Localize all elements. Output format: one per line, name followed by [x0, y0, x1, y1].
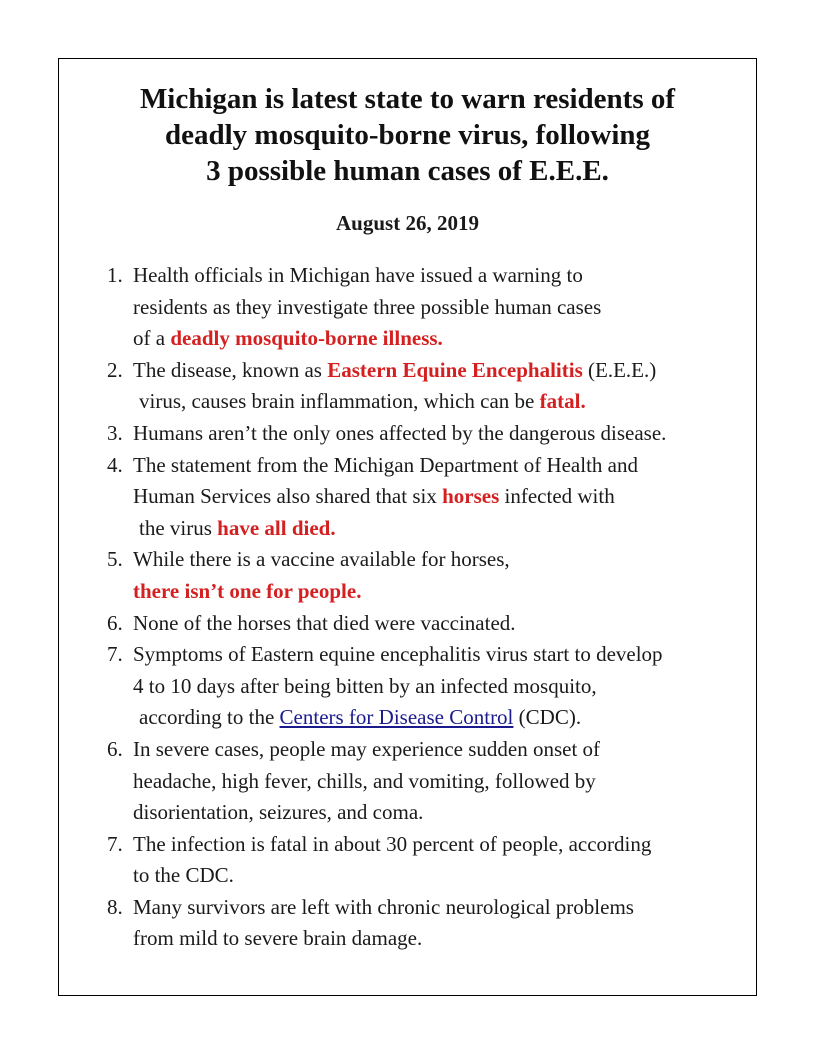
item-text-segment: (CDC).: [513, 705, 582, 730]
item-text-segment: of a: [133, 326, 171, 351]
item-text: While there is a vaccine available for horses,: [133, 547, 510, 572]
item-text: Humans aren’t the only ones affected by the dangerous disease.: [133, 420, 667, 445]
item-number: 7.: [107, 642, 123, 667]
item-number: 6.: [107, 736, 123, 761]
list-item: [107, 639, 747, 734]
item-number: 5.: [107, 547, 123, 572]
headline: [59, 81, 756, 189]
list-item: [107, 892, 747, 955]
item-text: [133, 481, 747, 513]
list-item: [107, 418, 747, 450]
item-text-segment: (E.E.E.): [582, 357, 657, 382]
item-number: 8.: [107, 894, 123, 919]
highlighted-text: Eastern Equine Encephalitis: [327, 357, 583, 382]
highlighted-text: fatal.: [539, 389, 586, 414]
item-text-segment: virus, causes brain inflammation, which can be: [139, 389, 540, 414]
item-text: Health officials in Michigan have issued a warning to: [133, 263, 583, 287]
item-number: 3.: [107, 420, 123, 445]
item-text: to the CDC.: [133, 863, 234, 888]
item-text: Symptoms of Eastern equine encephalitis virus start to develop: [133, 642, 663, 667]
cdc-link[interactable]: Centers for Disease Control: [279, 705, 514, 730]
fact-list: [107, 260, 747, 955]
list-item: [107, 734, 747, 829]
list-item: [107, 450, 747, 545]
item-text: None of the horses that died were vaccinated.: [133, 610, 516, 635]
list-item: [107, 260, 747, 355]
item-text: 4 to 10 days after being bitten by an infected mosquito,: [133, 673, 597, 698]
item-text-segment: Human Services also shared that six: [133, 484, 443, 509]
item-text: The statement from the Michigan Department of Health and: [133, 452, 638, 477]
headline-line: Michigan is latest state to warn residents of: [139, 83, 676, 115]
item-text: [133, 386, 747, 418]
item-text: [133, 702, 747, 734]
item-text: from mild to severe brain damage.: [133, 926, 423, 951]
item-text: The infection is fatal in about 30 percent of people, according: [133, 831, 652, 856]
item-text-segment: according to the: [139, 705, 280, 730]
document-frame: [58, 58, 757, 996]
item-number: 6.: [107, 610, 123, 635]
item-text: In severe cases, people may experience sudden onset of: [133, 736, 601, 761]
item-number: 2.: [107, 357, 123, 382]
list-item: [107, 608, 747, 640]
item-number: 4.: [107, 452, 123, 477]
item-text-segment: The disease, known as: [133, 357, 328, 382]
item-text: disorientation, seizures, and coma.: [133, 800, 424, 825]
publish-date: August 26, 2019: [336, 211, 479, 235]
item-text: [133, 355, 747, 387]
highlighted-text: horses: [442, 484, 500, 509]
item-text: headache, high fever, chills, and vomiting, followed by: [133, 768, 596, 793]
item-text-segment: infected with: [499, 484, 615, 509]
item-text: [133, 323, 747, 355]
item-text: [133, 513, 747, 545]
highlighted-text: there isn’t one for people.: [133, 578, 362, 603]
highlighted-text: deadly mosquito-borne illness.: [170, 326, 443, 351]
list-item: [107, 355, 747, 418]
item-text: Many survivors are left with chronic neurological problems: [133, 894, 634, 919]
headline-line: 3 possible human cases of E.E.E.: [206, 155, 609, 187]
highlighted-text: have all died.: [217, 515, 336, 540]
item-text: residents as they investigate three possible human cases: [133, 294, 602, 319]
headline-line: deadly mosquito-borne virus, following: [165, 119, 650, 151]
list-item: [107, 829, 747, 892]
item-number: 7.: [107, 831, 123, 856]
item-number: 1.: [107, 263, 123, 287]
list-item: [107, 544, 747, 607]
item-text-segment: the virus: [139, 515, 218, 540]
